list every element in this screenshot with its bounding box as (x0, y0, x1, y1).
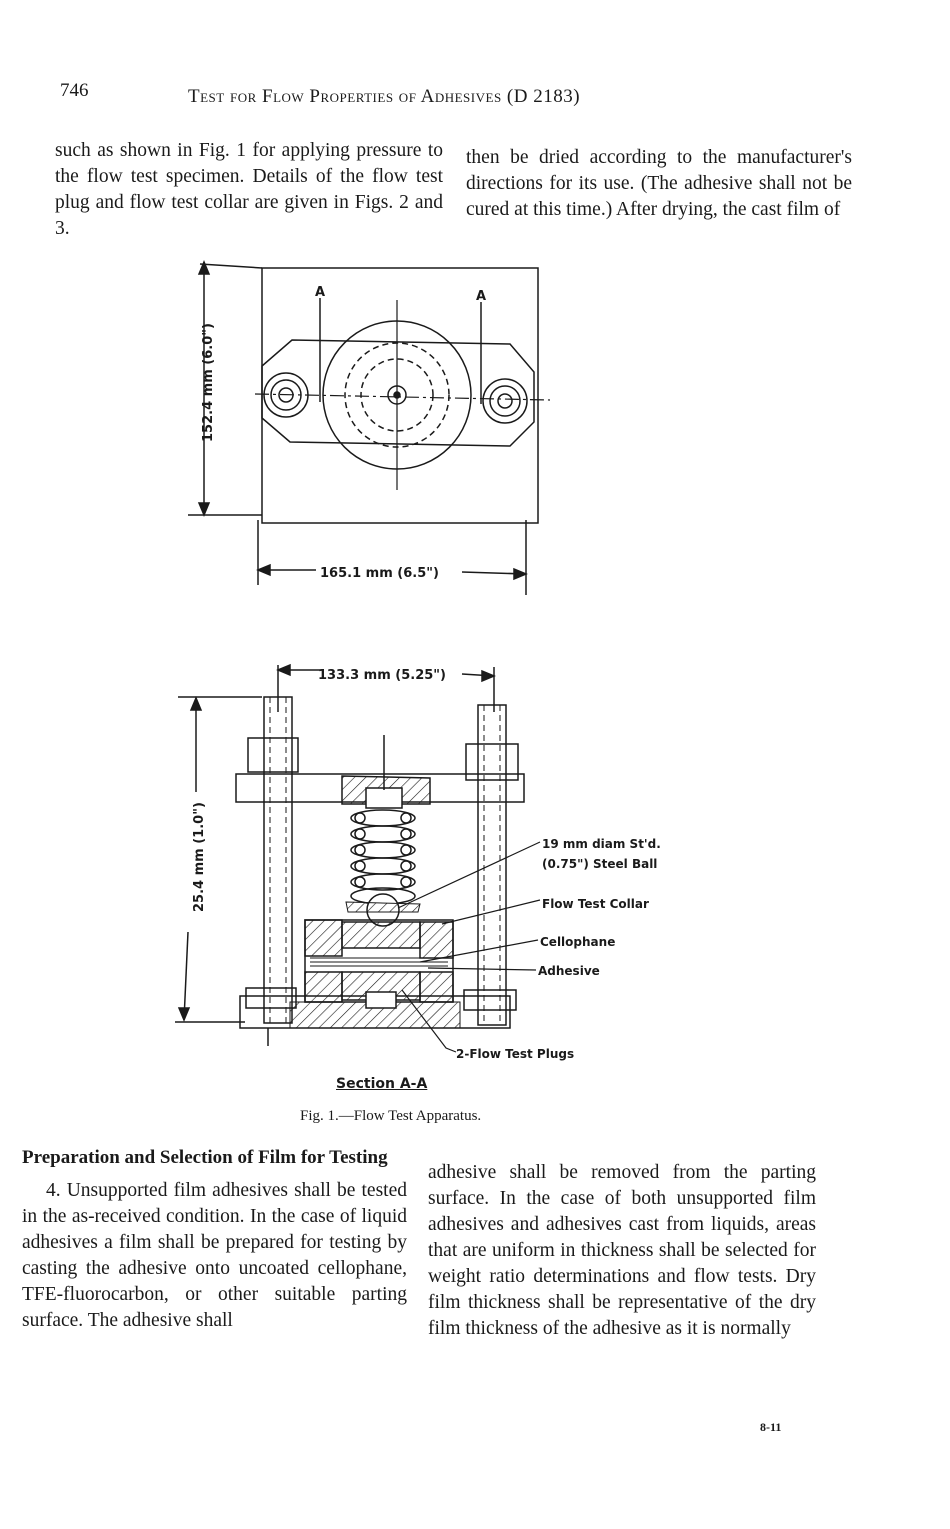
width-dim-arrow-right (514, 569, 526, 579)
plan-width-dim-label: 165.1 mm (6.5") (320, 566, 439, 581)
steel-ball-callout-1: 19 mm diam St'd. (542, 837, 661, 851)
right-bolt-middle (490, 386, 520, 416)
top-right-text: then be dried according to the manufacturer's directions for its use. (The adhesive shall not be cured at this time.) After drying, the cast film of (466, 147, 852, 220)
section-mark-right: A (476, 289, 487, 304)
section-mark-left: A (315, 285, 326, 300)
paragraph-4: 4. Unsupported film adhesives shall be tested in the as-received condition. In the case of liquid adhesives a film shall be prepared for testing by casting the adhesive onto uncoated cellophane, TFE-fluorocarbon, or other suitable parting surface. The adhesive shall (22, 1180, 407, 1331)
bottom-left-column (22, 1145, 407, 1334)
left-rod (264, 697, 292, 1023)
flow-test-plugs-callout: 2-Flow Test Plugs (456, 1047, 575, 1061)
leader-steel-ball (398, 842, 540, 908)
spring (351, 810, 415, 904)
section-label: Section A-A (336, 1076, 428, 1092)
running-head: Test for Flow Properties of Adhesives (D 2183) (188, 86, 581, 107)
left-bottom-nut (246, 988, 296, 1008)
right-bottom-nut (464, 990, 516, 1010)
cellophane-callout: Cellophane (540, 935, 616, 949)
steel-ball-callout-2: (0.75") Steel Ball (542, 857, 658, 871)
bottom-right-text: adhesive shall be removed from the parting surface. In the case of both unsupported film adhesives and adhesives cast from liquids, areas that are uniform in thickness shall be selected for weight ratio determinations and flow tests. Dry film thickness shall be representative of the dry film thickness of the adhesive as it is normally (428, 1162, 816, 1339)
section-width-dim-label: 133.3 mm (5.25") (318, 668, 446, 683)
section-view (175, 665, 540, 1052)
page-number: 746 (60, 80, 89, 101)
section-height-dim-label: 25.4 mm (1.0") (192, 802, 207, 912)
figure-caption: Fig. 1.—Flow Test Apparatus. (300, 1108, 482, 1124)
folio: 8-11 (760, 1420, 782, 1434)
height-dim-arrow-bottom (199, 503, 209, 515)
leader-collar (442, 900, 540, 924)
section-heading: Preparation and Selection of Film for Testing (22, 1147, 388, 1168)
flow-test-collar-callout: Flow Test Collar (542, 897, 649, 911)
right-bolt-inner (498, 394, 512, 408)
leader-adhesive (428, 968, 536, 970)
adhesive-callout: Adhesive (538, 964, 600, 978)
bottom-right-column (428, 1160, 816, 1342)
width-dim-arrow-left (258, 565, 270, 575)
top-left-text: such as shown in Fig. 1 for applying pressure to the flow test specimen. Details of the flow test plug and flow test collar are given in Figs. 2 and 3. (55, 140, 443, 239)
plan-height-dim-label: 152.4 mm (6.0") (201, 323, 216, 442)
plan-view (188, 262, 550, 595)
extension-line-top (200, 264, 262, 268)
right-rod (478, 705, 506, 1025)
left-top-nut (248, 738, 298, 772)
center-line (255, 394, 550, 400)
